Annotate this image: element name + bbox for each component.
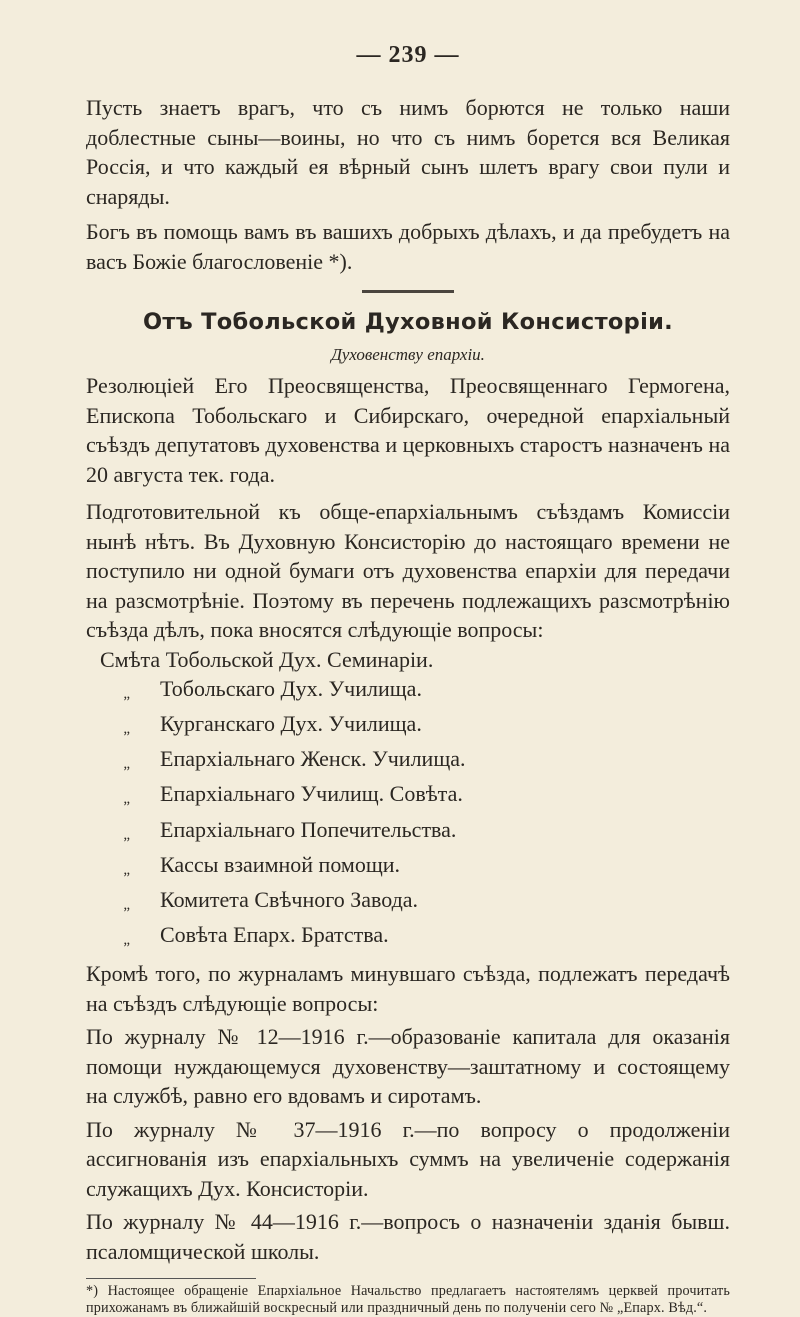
ditto-mark: „ — [123, 861, 130, 878]
ditto-mark: „ — [123, 685, 130, 702]
list-item: „ Епархіальнаго Попечительства. — [86, 815, 730, 850]
paragraph-journal-37: По журналу № 37—1916 г.—по вопросу о продолженіи ассигнованія изъ епархіальныхъ суммъ на увеличеніе содержанія служащихъ Дух. Консисторіи. — [86, 1116, 730, 1201]
section-divider — [362, 290, 454, 293]
paragraph-resolution: Резолюціей Его Преосвященства, Преосвященнаго Гермогена, Епископа Тобольскаго и Сибирскаго, очередной епархіальный съѣздъ депутатовъ духовенства и церковныхъ старостъ назначенъ на 20 августа тек. года. — [86, 373, 730, 487]
paragraph-additional: Кромѣ того, по журналамъ минувшаго съѣзда, подлежатъ передачѣ на съѣздъ слѣдующіе вопросы: — [86, 961, 730, 1016]
ditto-mark: „ — [123, 720, 130, 737]
footnote-divider — [86, 1278, 256, 1279]
ditto-mark: „ — [123, 791, 130, 808]
footnote: *) Настоящее обращеніе Епархіальное Начальство предлагаетъ настоятелямъ церквей прочитать прихожанамъ въ ближайшій воскресный или праздничный день по полученіи сего № „Епарх. Вѣд.“. — [86, 1283, 730, 1317]
section-heading: Отъ Тобольской Духовной Консисторіи. — [142, 309, 674, 335]
estimates-list — [86, 645, 730, 956]
page-number: — 239 — — [356, 42, 460, 68]
ditto-mark: „ — [123, 756, 130, 773]
list-item: „ Комитета Свѣчного Завода. — [86, 885, 730, 920]
paragraph-journal-44: По журналу № 44—1916 г.—вопросъ о назначеніи зданія бывш. псаломщической школы. — [86, 1209, 730, 1264]
list-item: „ Епархіальнаго Женск. Училища. — [86, 744, 730, 779]
list-item-first: Смѣта Тобольской Дух. Семинаріи. — [100, 646, 434, 672]
paragraph-commission: Подготовительной къ обще-епархіальнымъ съѣздамъ Комиссіи нынѣ нѣтъ. Въ Духовную Консисторію до настоящаго времени не поступило ни одной бумаги отъ духовенства епархіи для передачи на разсмотрѣніе. Поэтому въ перечень подлежащихъ разсмотрѣнію съѣзда дѣлъ, пока вносятся слѣдующіе вопросы: — [86, 499, 730, 642]
list-item: „ Курганскаго Дух. Училища. — [86, 709, 730, 744]
ditto-mark: „ — [123, 826, 130, 843]
ditto-mark: „ — [123, 932, 130, 949]
paragraph-journal-12: По журналу № 12—1916 г.—образованіе капитала для оказанія помощи нуждающемуся духовенству—заштатному и состоящему на службѣ, равно его вдовамъ и сиротамъ. — [86, 1024, 730, 1109]
list-item: „ Тобольскаго Дух. Училища. — [86, 674, 730, 709]
list-item: „ Кассы взаимной помощи. — [86, 850, 730, 885]
section-subheading: Духовенству епархіи. — [331, 345, 485, 364]
paragraph-blessing: Богъ въ помощь вамъ въ вашихъ добрыхъ дѣлахъ, и да пребудетъ на васъ Божіе благословеніе *). — [86, 219, 730, 274]
list-item: „ Епархіальнаго Училищ. Совѣта. — [86, 779, 730, 814]
paragraph-appeal: Пусть знаетъ врагъ, что съ нимъ борются не только наши доблестные сыны—воины, но что съ нимъ борется вся Великая Россія, и что каждый ея вѣрный сынъ шлетъ врагу свои пули и снаряды. — [86, 95, 730, 209]
list-item: „ Совѣта Епарх. Братства. — [86, 920, 730, 955]
ditto-mark: „ — [123, 896, 130, 913]
